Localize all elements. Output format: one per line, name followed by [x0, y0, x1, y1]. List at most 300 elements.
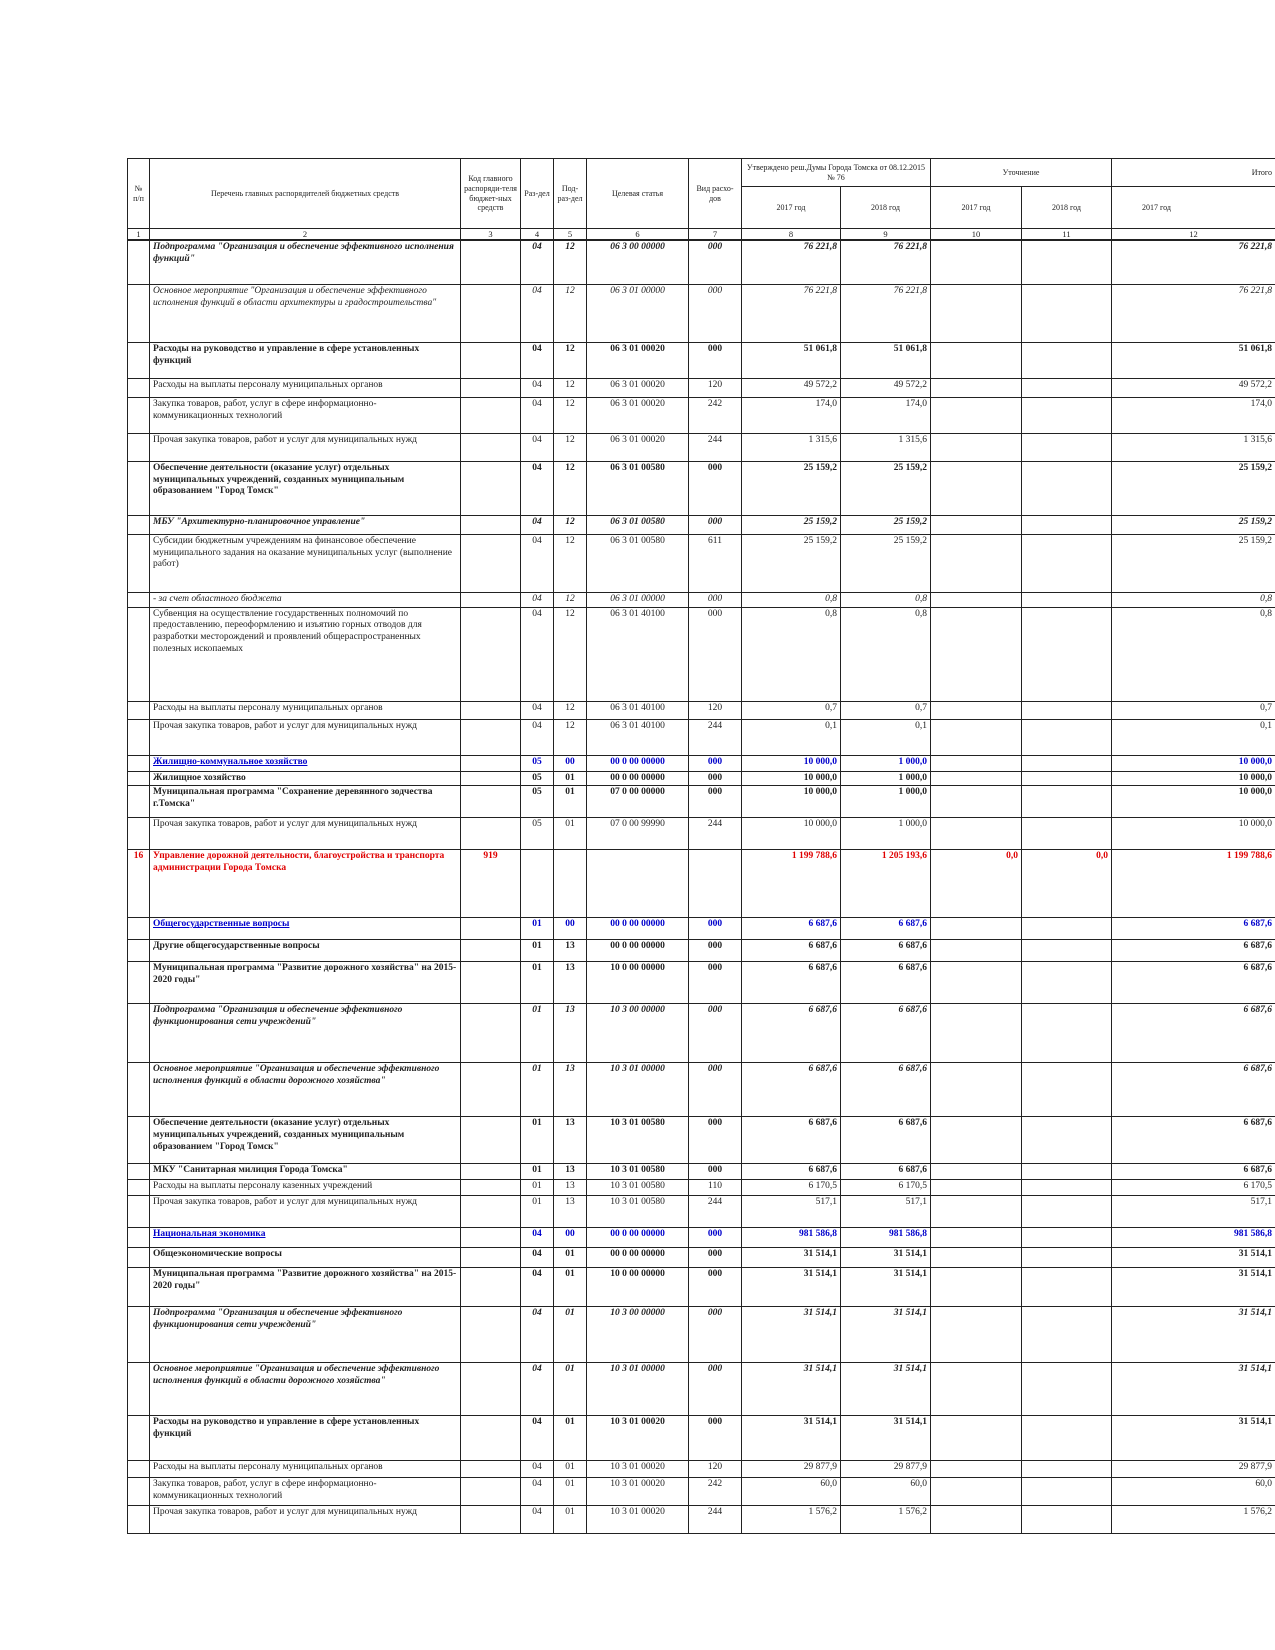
row-approved-2018: 25 159,2 [841, 461, 931, 515]
colnum: 6 [587, 229, 689, 241]
row-subsection: 01 [554, 818, 587, 850]
row-article: 00 0 00 00000 [587, 1228, 689, 1248]
row-subsection: 01 [554, 771, 587, 786]
table-row [128, 1363, 1275, 1416]
row-approved-2018: 60,0 [841, 1478, 931, 1506]
row-code [461, 918, 521, 940]
row-section: 01 [521, 962, 554, 1004]
table-row [128, 534, 1275, 592]
header-approved-2017: 2017 год [742, 187, 841, 229]
table-row [128, 1004, 1275, 1063]
row-clarify-2018 [1022, 1506, 1112, 1534]
row-subsection: 12 [554, 534, 587, 592]
row-code [461, 771, 521, 786]
row-clarify-2018 [1022, 1478, 1112, 1506]
row-total-2017: 6 687,6 [1112, 962, 1275, 1004]
row-approved-2017: 6 687,6 [742, 1164, 841, 1180]
row-code [461, 607, 521, 701]
row-code [461, 284, 521, 342]
row-kind: 000 [689, 786, 742, 818]
table-row [128, 397, 1275, 433]
row-clarify-2017 [931, 940, 1022, 962]
header-approved-2018: 2018 год [841, 187, 931, 229]
row-approved-2018: 6 687,6 [841, 1117, 931, 1164]
row-section: 04 [521, 534, 554, 592]
row-clarify-2018 [1022, 1004, 1112, 1063]
row-approved-2017: 0,8 [742, 592, 841, 607]
row-section: 04 [521, 1248, 554, 1268]
row-name: Расходы на выплаты персоналу муниципальных органов [150, 1461, 461, 1478]
row-code [461, 397, 521, 433]
row-subsection: 13 [554, 1004, 587, 1063]
row-section [521, 850, 554, 918]
row-subsection: 12 [554, 461, 587, 515]
row-total-2017: 6 170,5 [1112, 1180, 1275, 1196]
header-clarify: Уточнение [931, 159, 1112, 187]
row-clarify-2018 [1022, 461, 1112, 515]
row-kind: 120 [689, 1461, 742, 1478]
row-kind: 120 [689, 701, 742, 719]
row-total-2017: 31 514,1 [1112, 1248, 1275, 1268]
row-subsection: 13 [554, 1164, 587, 1180]
row-section: 01 [521, 1196, 554, 1228]
row-name: Подпрограмма "Организация и обеспечение эффективного исполнения функций" [150, 240, 461, 284]
row-approved-2018: 6 687,6 [841, 1063, 931, 1117]
row-name: Другие общегосударственные вопросы [150, 940, 461, 962]
row-approved-2018: 6 170,5 [841, 1180, 931, 1196]
row-kind: 000 [689, 1004, 742, 1063]
row-clarify-2017 [931, 701, 1022, 719]
table-row [128, 1117, 1275, 1164]
row-clarify-2017 [931, 1196, 1022, 1228]
row-article: 10 3 01 00580 [587, 1117, 689, 1164]
table-row [128, 771, 1275, 786]
row-number [128, 461, 150, 515]
row-number [128, 378, 150, 397]
row-subsection: 12 [554, 701, 587, 719]
row-clarify-2018 [1022, 1164, 1112, 1180]
row-name: Подпрограмма "Организация и обеспечение эффективного функционирования сети учреждений" [150, 1004, 461, 1063]
row-code [461, 534, 521, 592]
row-subsection: 12 [554, 397, 587, 433]
row-name: Обеспечение деятельности (оказание услуг) отдельных муниципальных учреждений, созданных муниципальным образованием "Город Томск" [150, 1117, 461, 1164]
row-approved-2017: 0,8 [742, 607, 841, 701]
table-row [128, 1164, 1275, 1180]
row-total-2017: 31 514,1 [1112, 1307, 1275, 1363]
row-kind: 244 [689, 1506, 742, 1534]
row-clarify-2018 [1022, 1228, 1112, 1248]
row-number [128, 962, 150, 1004]
row-clarify-2018: 0,0 [1022, 850, 1112, 918]
row-approved-2018: 76 221,8 [841, 284, 931, 342]
row-clarify-2018 [1022, 284, 1112, 342]
row-clarify-2018 [1022, 592, 1112, 607]
colnum: 3 [461, 229, 521, 241]
row-code [461, 1506, 521, 1534]
row-approved-2017: 10 000,0 [742, 818, 841, 850]
row-section: 04 [521, 378, 554, 397]
colnum: 1 [128, 229, 150, 241]
row-name: Жилищное хозяйство [150, 771, 461, 786]
row-article: 10 3 01 00020 [587, 1478, 689, 1506]
row-subsection: 01 [554, 1461, 587, 1478]
row-total-2017: 6 687,6 [1112, 1117, 1275, 1164]
row-subsection: 13 [554, 962, 587, 1004]
row-section: 04 [521, 397, 554, 433]
row-code [461, 1164, 521, 1180]
row-clarify-2018 [1022, 397, 1112, 433]
row-number [128, 534, 150, 592]
row-code [461, 719, 521, 755]
row-kind: 000 [689, 515, 742, 534]
row-clarify-2018 [1022, 1363, 1112, 1416]
row-total-2017: 31 514,1 [1112, 1416, 1275, 1461]
table-row [128, 786, 1275, 818]
row-number [128, 1307, 150, 1363]
row-code [461, 701, 521, 719]
row-name: Общегосударственные вопросы [150, 918, 461, 940]
row-name: МКУ "Санитарная милиция Города Томска" [150, 1164, 461, 1180]
row-clarify-2018 [1022, 962, 1112, 1004]
row-number [128, 1416, 150, 1461]
row-name: Общеэкономические вопросы [150, 1248, 461, 1268]
row-subsection: 13 [554, 1117, 587, 1164]
row-clarify-2017 [931, 818, 1022, 850]
row-section: 01 [521, 1117, 554, 1164]
row-approved-2018: 0,7 [841, 701, 931, 719]
row-clarify-2017 [931, 534, 1022, 592]
row-clarify-2017 [931, 719, 1022, 755]
row-name: МБУ "Архитектурно-планировочное управление" [150, 515, 461, 534]
table-row [128, 1506, 1275, 1534]
row-section: 04 [521, 1307, 554, 1363]
row-name: Обеспечение деятельности (оказание услуг) отдельных муниципальных учреждений, созданных муниципальным образованием "Город Томск" [150, 461, 461, 515]
row-total-2017: 981 586,8 [1112, 1228, 1275, 1248]
row-clarify-2018 [1022, 1063, 1112, 1117]
header-approved: Утверждено реш.Думы Города Томска от 08.12.2015 № 76 [742, 159, 931, 187]
table-row [128, 850, 1275, 918]
row-kind: 244 [689, 818, 742, 850]
row-code [461, 461, 521, 515]
row-kind: 000 [689, 918, 742, 940]
row-approved-2018: 31 514,1 [841, 1307, 931, 1363]
row-name: Муниципальная программа "Развитие дорожного хозяйства" на 2015-2020 годы" [150, 1268, 461, 1307]
row-approved-2017: 31 514,1 [742, 1307, 841, 1363]
row-clarify-2017 [931, 1004, 1022, 1063]
row-total-2017: 0,8 [1112, 592, 1275, 607]
row-name: Муниципальная программа "Развитие дорожного хозяйства" на 2015-2020 годы" [150, 962, 461, 1004]
row-approved-2018: 6 687,6 [841, 962, 931, 1004]
row-clarify-2018 [1022, 1268, 1112, 1307]
row-approved-2018: 31 514,1 [841, 1248, 931, 1268]
row-total-2017: 51 061,8 [1112, 342, 1275, 378]
row-total-2017: 10 000,0 [1112, 771, 1275, 786]
row-total-2017: 25 159,2 [1112, 461, 1275, 515]
row-number [128, 755, 150, 771]
row-approved-2017: 6 687,6 [742, 1063, 841, 1117]
row-subsection [554, 850, 587, 918]
row-total-2017: 1 315,6 [1112, 433, 1275, 461]
row-article: 10 3 01 00000 [587, 1063, 689, 1117]
row-total-2017: 6 687,6 [1112, 1004, 1275, 1063]
row-approved-2017: 25 159,2 [742, 515, 841, 534]
row-section: 01 [521, 1063, 554, 1117]
row-code [461, 1478, 521, 1506]
row-section: 05 [521, 755, 554, 771]
row-name: Муниципальная программа "Сохранение деревянного зодчества г.Томска" [150, 786, 461, 818]
row-section: 04 [521, 701, 554, 719]
table-row [128, 1268, 1275, 1307]
row-section: 04 [521, 1228, 554, 1248]
row-kind: 000 [689, 1307, 742, 1363]
budget-table [127, 158, 1275, 1534]
row-clarify-2018 [1022, 771, 1112, 786]
row-code [461, 1004, 521, 1063]
row-total-2017: 60,0 [1112, 1478, 1275, 1506]
row-approved-2017: 29 877,9 [742, 1461, 841, 1478]
row-clarify-2018 [1022, 1416, 1112, 1461]
row-approved-2018: 517,1 [841, 1196, 931, 1228]
row-code [461, 378, 521, 397]
row-kind: 611 [689, 534, 742, 592]
row-clarify-2017 [931, 240, 1022, 284]
row-total-2017: 0,7 [1112, 701, 1275, 719]
row-approved-2017: 76 221,8 [742, 284, 841, 342]
row-code [461, 755, 521, 771]
row-clarify-2017 [931, 1164, 1022, 1180]
row-article: 10 3 00 00000 [587, 1307, 689, 1363]
row-code: 919 [461, 850, 521, 918]
row-subsection: 12 [554, 515, 587, 534]
row-clarify-2018 [1022, 342, 1112, 378]
row-subsection: 13 [554, 940, 587, 962]
colnum: 5 [554, 229, 587, 241]
row-name: Закупка товаров, работ, услуг в сфере информационно-коммуникационных технологий [150, 397, 461, 433]
row-code [461, 818, 521, 850]
table-row [128, 592, 1275, 607]
row-name: Прочая закупка товаров, работ и услуг для муниципальных нужд [150, 1506, 461, 1534]
row-number [128, 284, 150, 342]
row-section: 05 [521, 786, 554, 818]
row-approved-2018: 31 514,1 [841, 1363, 931, 1416]
row-approved-2017: 1 576,2 [742, 1506, 841, 1534]
header-total-2017: 2017 год [1112, 187, 1275, 229]
row-kind: 000 [689, 1228, 742, 1248]
row-approved-2017: 10 000,0 [742, 771, 841, 786]
table-row [128, 1180, 1275, 1196]
row-clarify-2017 [931, 1063, 1022, 1117]
row-article: 06 3 01 00020 [587, 342, 689, 378]
row-article: 06 3 01 00000 [587, 592, 689, 607]
row-approved-2017: 25 159,2 [742, 534, 841, 592]
row-article: 06 3 01 00580 [587, 461, 689, 515]
row-code [461, 1196, 521, 1228]
row-name: Расходы на выплаты персоналу казенных учреждений [150, 1180, 461, 1196]
header-kind: Вид расхо-дов [689, 159, 742, 229]
row-clarify-2018 [1022, 755, 1112, 771]
row-approved-2017: 174,0 [742, 397, 841, 433]
header-name: Перечень главных распорядителей бюджетных средств [150, 159, 461, 229]
row-article: 00 0 00 00000 [587, 771, 689, 786]
row-kind: 000 [689, 755, 742, 771]
table-row [128, 461, 1275, 515]
row-total-2017: 29 877,9 [1112, 1461, 1275, 1478]
row-approved-2018: 25 159,2 [841, 534, 931, 592]
row-code [461, 592, 521, 607]
row-subsection: 00 [554, 755, 587, 771]
row-total-2017: 1 576,2 [1112, 1506, 1275, 1534]
row-article: 07 0 00 99990 [587, 818, 689, 850]
row-article: 10 3 01 00000 [587, 1363, 689, 1416]
row-article: 00 0 00 00000 [587, 940, 689, 962]
row-article: 10 3 00 00000 [587, 1004, 689, 1063]
row-subsection: 12 [554, 592, 587, 607]
row-article [587, 850, 689, 918]
row-kind [689, 850, 742, 918]
row-clarify-2018 [1022, 918, 1112, 940]
row-subsection: 01 [554, 1416, 587, 1461]
row-approved-2018: 51 061,8 [841, 342, 931, 378]
row-clarify-2017 [931, 1228, 1022, 1248]
row-code [461, 1307, 521, 1363]
colnum: 4 [521, 229, 554, 241]
row-approved-2017: 31 514,1 [742, 1248, 841, 1268]
row-approved-2017: 60,0 [742, 1478, 841, 1506]
row-total-2017: 31 514,1 [1112, 1363, 1275, 1416]
row-section: 04 [521, 1506, 554, 1534]
row-approved-2017: 25 159,2 [742, 461, 841, 515]
row-clarify-2018 [1022, 1307, 1112, 1363]
row-clarify-2018 [1022, 240, 1112, 284]
table-row [128, 940, 1275, 962]
row-clarify-2018 [1022, 378, 1112, 397]
colnum: 11 [1022, 229, 1112, 241]
row-approved-2018: 1 000,0 [841, 818, 931, 850]
row-kind: 000 [689, 240, 742, 284]
row-article: 10 3 01 00020 [587, 1461, 689, 1478]
row-number [128, 719, 150, 755]
row-code [461, 940, 521, 962]
row-approved-2018: 31 514,1 [841, 1268, 931, 1307]
table-row [128, 607, 1275, 701]
row-approved-2018: 31 514,1 [841, 1416, 931, 1461]
row-total-2017: 76 221,8 [1112, 240, 1275, 284]
header-subsection: Под-раз-дел [554, 159, 587, 229]
row-article: 00 0 00 00000 [587, 1248, 689, 1268]
row-approved-2018: 1 000,0 [841, 786, 931, 818]
row-approved-2018: 6 687,6 [841, 918, 931, 940]
table-row [128, 378, 1275, 397]
row-clarify-2018 [1022, 1117, 1112, 1164]
row-approved-2017: 10 000,0 [742, 755, 841, 771]
table-row [128, 719, 1275, 755]
row-section: 04 [521, 1416, 554, 1461]
row-section: 04 [521, 1478, 554, 1506]
row-approved-2018: 1 000,0 [841, 755, 931, 771]
row-approved-2018: 0,8 [841, 592, 931, 607]
row-article: 06 3 01 40100 [587, 719, 689, 755]
row-name: Расходы на выплаты персоналу муниципальных органов [150, 701, 461, 719]
row-kind: 244 [689, 433, 742, 461]
row-clarify-2018 [1022, 940, 1112, 962]
row-number [128, 342, 150, 378]
row-approved-2017: 31 514,1 [742, 1363, 841, 1416]
row-clarify-2017 [931, 342, 1022, 378]
row-name: Основное мероприятие "Организация и обеспечение эффективного исполнения функций в области архитектуры и градостроительства" [150, 284, 461, 342]
row-kind: 000 [689, 1063, 742, 1117]
row-kind: 242 [689, 1478, 742, 1506]
row-clarify-2017 [931, 515, 1022, 534]
row-kind: 244 [689, 1196, 742, 1228]
row-name: Субсидии бюджетным учреждениям на финансовое обеспечение муниципального задания на оказание муниципальных услуг (выполнение работ) [150, 534, 461, 592]
row-approved-2017: 31 514,1 [742, 1416, 841, 1461]
row-subsection: 01 [554, 1307, 587, 1363]
row-number [128, 397, 150, 433]
row-approved-2018: 29 877,9 [841, 1461, 931, 1478]
row-article: 06 3 01 40100 [587, 607, 689, 701]
row-total-2017: 0,1 [1112, 719, 1275, 755]
table-row [128, 1307, 1275, 1363]
table-row [128, 701, 1275, 719]
row-article: 06 3 01 00020 [587, 378, 689, 397]
row-subsection: 12 [554, 378, 587, 397]
row-clarify-2017 [931, 1248, 1022, 1268]
row-article: 10 3 01 00020 [587, 1416, 689, 1461]
row-number [128, 592, 150, 607]
row-section: 01 [521, 1180, 554, 1196]
row-number [128, 701, 150, 719]
row-section: 04 [521, 240, 554, 284]
row-clarify-2017 [931, 755, 1022, 771]
row-article: 06 3 01 00000 [587, 284, 689, 342]
table-row [128, 515, 1275, 534]
row-approved-2017: 0,1 [742, 719, 841, 755]
row-code [461, 433, 521, 461]
row-approved-2017: 6 687,6 [742, 962, 841, 1004]
row-total-2017: 174,0 [1112, 397, 1275, 433]
row-section: 04 [521, 284, 554, 342]
row-subsection: 12 [554, 433, 587, 461]
table-row [128, 1063, 1275, 1117]
colnum: 9 [841, 229, 931, 241]
row-approved-2017: 51 061,8 [742, 342, 841, 378]
row-article: 10 3 01 00580 [587, 1164, 689, 1180]
row-name: Прочая закупка товаров, работ и услуг для муниципальных нужд [150, 719, 461, 755]
row-total-2017: 76 221,8 [1112, 284, 1275, 342]
row-kind: 000 [689, 940, 742, 962]
row-article: 06 3 01 00020 [587, 397, 689, 433]
row-section: 01 [521, 918, 554, 940]
row-number [128, 771, 150, 786]
row-approved-2017: 76 221,8 [742, 240, 841, 284]
row-name: Расходы на руководство и управление в сфере установленных функций [150, 342, 461, 378]
row-kind: 000 [689, 342, 742, 378]
row-number [128, 1248, 150, 1268]
row-number [128, 786, 150, 818]
row-section: 04 [521, 1461, 554, 1478]
row-clarify-2018 [1022, 818, 1112, 850]
row-number [128, 1117, 150, 1164]
row-kind: 000 [689, 1248, 742, 1268]
row-approved-2017: 981 586,8 [742, 1228, 841, 1248]
row-subsection: 12 [554, 607, 587, 701]
row-approved-2017: 6 170,5 [742, 1180, 841, 1196]
row-subsection: 01 [554, 1268, 587, 1307]
row-code [461, 1180, 521, 1196]
row-kind: 000 [689, 592, 742, 607]
row-name: Расходы на выплаты персоналу муниципальных органов [150, 378, 461, 397]
row-kind: 000 [689, 1363, 742, 1416]
